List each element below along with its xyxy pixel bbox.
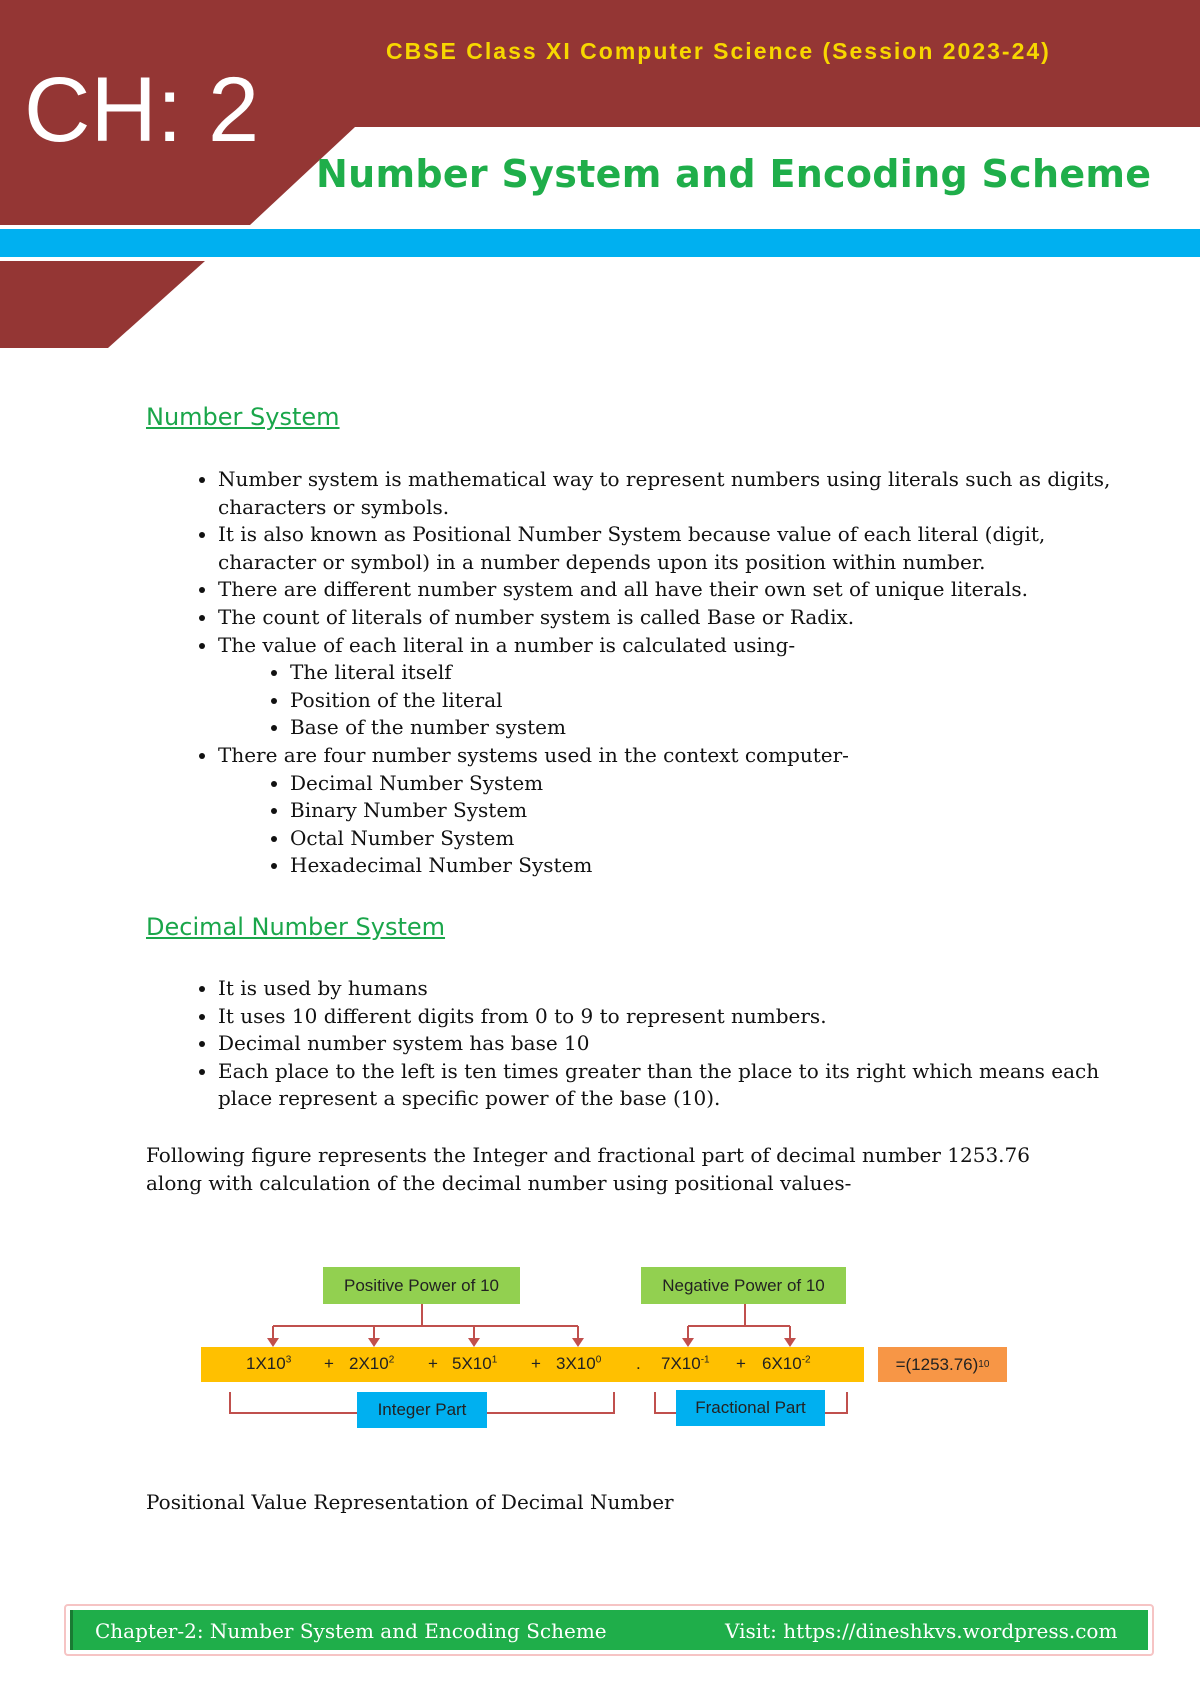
term-6: $6X10^{-2}$: [762, 1354, 811, 1373]
list-item: • Hexadecimal Number System: [290, 852, 1138, 880]
list-item: • The literal itself: [290, 659, 1138, 687]
term-4: $3X10^0$: [556, 1354, 602, 1373]
fractional-part-label: Fractional Part: [676, 1390, 825, 1426]
list-item: • Decimal number system has base 10: [218, 1030, 1138, 1058]
list-item: • Position of the literal: [290, 687, 1138, 715]
plus-sign: +: [428, 1354, 438, 1373]
list-item: • Octal Number System: [290, 825, 1138, 853]
positive-power-label: Positive Power of 10: [323, 1267, 520, 1304]
list-item: • Binary Number System: [290, 797, 1138, 825]
plus-sign: +: [531, 1354, 541, 1373]
negative-power-label: Negative Power of 10: [641, 1267, 846, 1304]
list-item: • It uses 10 different digits from 0 to 9 to represent numbers.: [218, 1003, 1138, 1031]
figure-intro-paragraph: Following figure represents the Integer and fractional part of decimal number 1253.76 along with calculation of the decimal number using positional values-: [146, 1143, 1030, 1195]
list-item-text: There are four number systems used in the context computer-: [218, 742, 849, 767]
footer-bar: [70, 1610, 1148, 1650]
list-item: • There are different number system and all have their own set of unique literals.: [218, 576, 1138, 604]
decimal-point: .: [636, 1354, 641, 1373]
result-box: =(1253.76) 10: [878, 1347, 1007, 1382]
list-item: • Base of the number system: [290, 714, 1138, 742]
list-item: • It is used by humans: [218, 975, 1138, 1003]
list-item: • Each place to the left is ten times greater than the place to its right which means each place represent a specific power of the base (10).: [218, 1058, 1138, 1113]
list-item-text: The value of each literal in a number is calculated using-: [218, 632, 796, 657]
integer-part-label: Integer Part: [357, 1392, 487, 1428]
chapter-title: Number System and Encoding Scheme: [316, 152, 1152, 196]
term-5: $7X10^{-1}$: [661, 1354, 710, 1373]
section-heading-decimal: Decimal Number System: [146, 913, 446, 941]
plus-sign: +: [324, 1354, 334, 1373]
figure-caption: Positional Value Representation of Decimal Number: [146, 1490, 674, 1514]
plus-sign: +: [736, 1354, 746, 1373]
footer-link[interactable]: Visit: https://dineshkvs.wordpress.com: [725, 1619, 1118, 1643]
term-2: $2X10^2$: [349, 1354, 395, 1373]
session-label: CBSE Class XI Computer Science (Session 2023-24): [386, 38, 1051, 64]
list-item: • Decimal Number System: [290, 770, 1138, 798]
list-item: • The count of literals of number system is called Base or Radix.: [218, 604, 1138, 632]
footer-chapter: Chapter-2: Number System and Encoding Scheme: [95, 1619, 607, 1643]
section-heading-number-system: Number System: [146, 403, 340, 431]
chapter-number: CH: 2: [24, 59, 260, 161]
list-item: • It is also known as Positional Number System because value of each literal (digit, character or symbol) in a number depends upon its position within number.: [218, 521, 1138, 576]
term-3: $5X10^1$: [452, 1354, 498, 1373]
term-1: $1X10^3$: [246, 1354, 292, 1373]
list-item: • Number system is mathematical way to represent numbers using literals such as digits, characters or symbols.: [218, 466, 1138, 521]
